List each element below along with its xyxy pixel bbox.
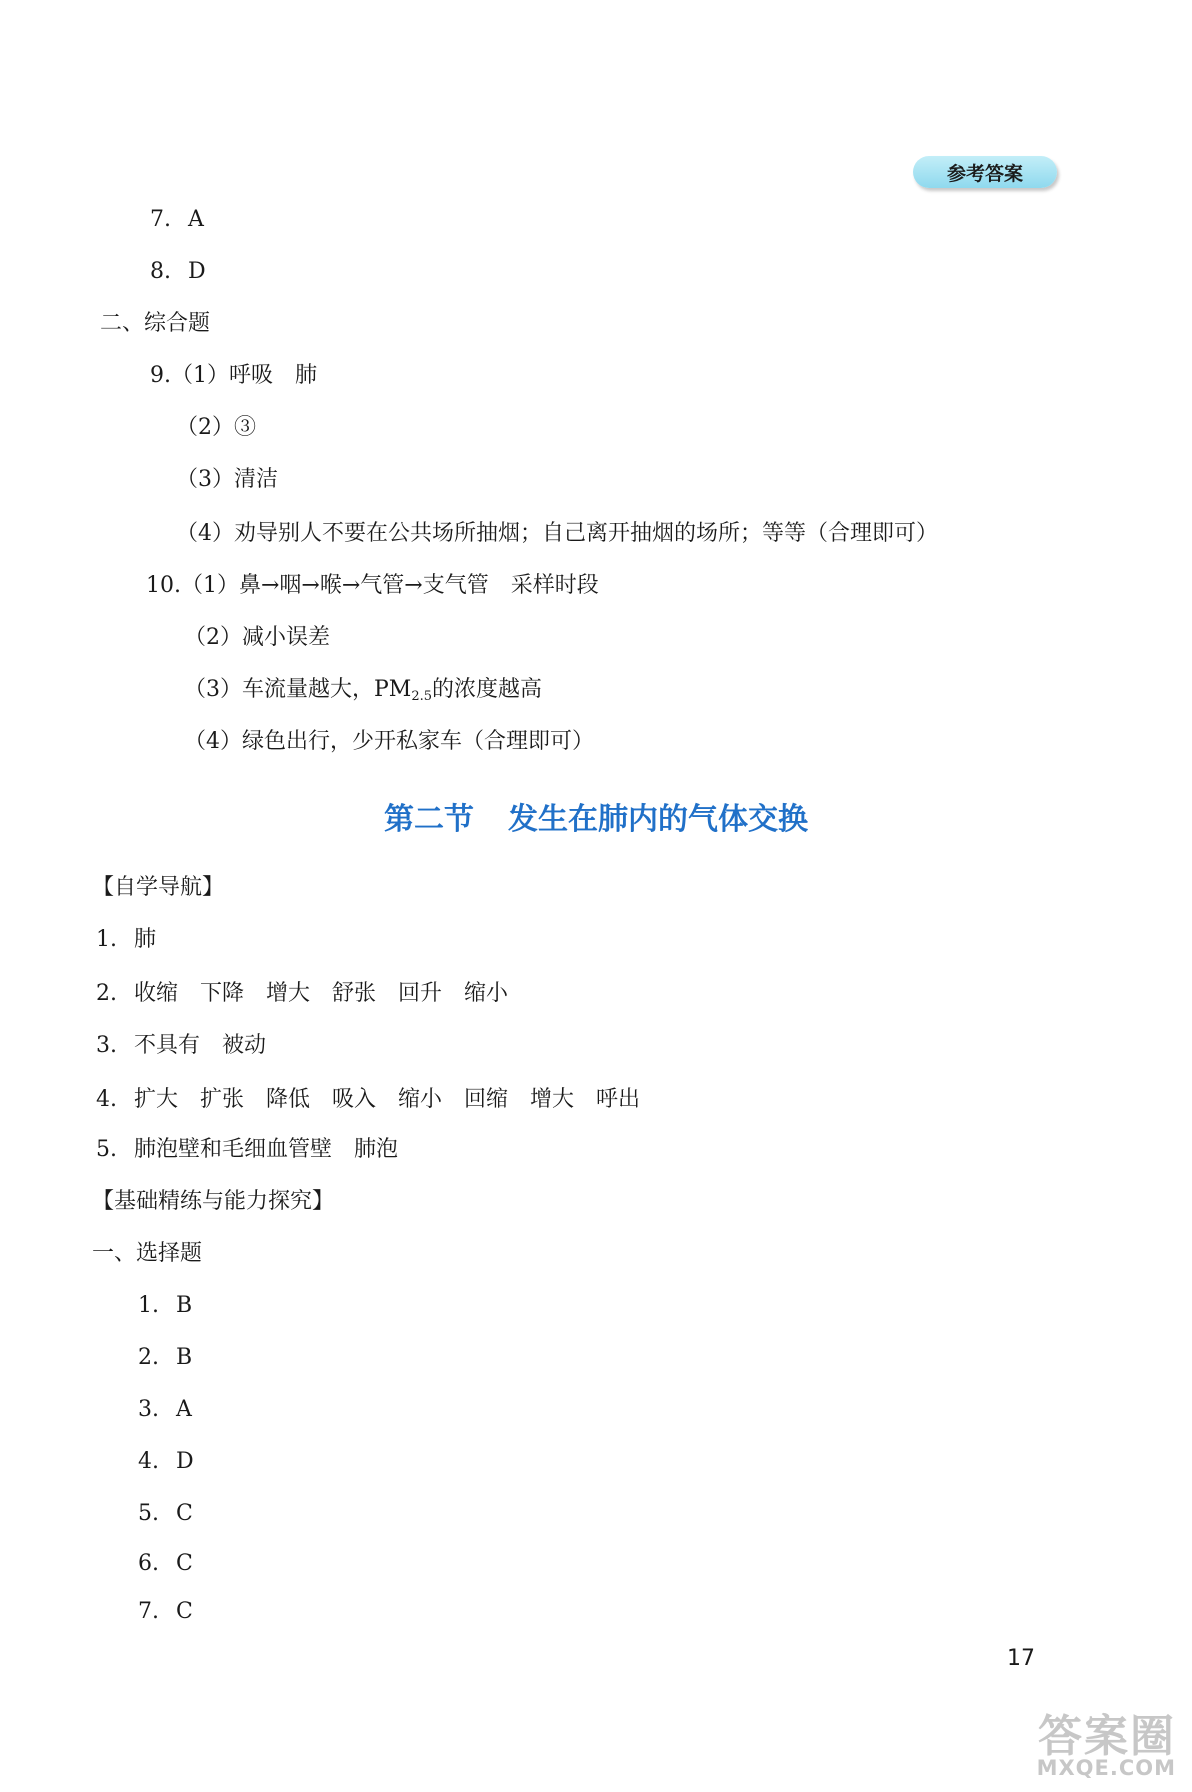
part-answer: 劝导别人不要在公共场所抽烟；自己离开抽烟的场所；等等（合理即可） bbox=[234, 521, 939, 546]
question-9-part-3 bbox=[176, 466, 278, 494]
item-text: 不具有 被动 bbox=[134, 1033, 267, 1058]
item-number: 4. bbox=[96, 1087, 117, 1112]
item-answer: D bbox=[176, 1449, 194, 1474]
part-label: （1） bbox=[181, 573, 239, 598]
section-number: 第二节 bbox=[384, 802, 474, 837]
answer-key-badge bbox=[913, 156, 1057, 188]
watermark-domain: MXQE.COM bbox=[1036, 1756, 1176, 1780]
page-number: 17 bbox=[1007, 1646, 1035, 1671]
item-answer: A bbox=[176, 1397, 192, 1422]
list-item bbox=[150, 206, 204, 234]
list-item bbox=[96, 1032, 266, 1060]
part-answer: 鼻→咽→喉→气管→支气管 采样时段 bbox=[239, 573, 599, 598]
question-9-part-2 bbox=[176, 414, 256, 442]
part-label: （1） bbox=[171, 363, 229, 388]
item-number: 8. bbox=[150, 259, 171, 284]
part-label: （2） bbox=[184, 625, 242, 650]
choice-heading: 一、选择题 bbox=[92, 1241, 203, 1266]
item-number: 5. bbox=[96, 1137, 117, 1162]
item-answer: C bbox=[176, 1501, 193, 1526]
question-10-part-1 bbox=[146, 572, 599, 600]
list-item bbox=[96, 980, 508, 1008]
item-number: 4. bbox=[138, 1449, 159, 1474]
item-answer: D bbox=[188, 259, 206, 284]
item-text: 肺 bbox=[134, 927, 157, 952]
pm-subscript: 2.5 bbox=[411, 689, 433, 704]
watermark-logo bbox=[986, 1700, 1176, 1780]
self-study-heading: 【自学导航】 bbox=[92, 875, 225, 900]
item-text: 扩大 扩张 降低 吸入 缩小 回缩 增大 呼出 bbox=[134, 1087, 641, 1112]
item-number: 1. bbox=[96, 927, 117, 952]
item-answer: C bbox=[176, 1599, 193, 1624]
section-title bbox=[0, 800, 1192, 840]
list-item bbox=[138, 1344, 192, 1372]
item-answer: B bbox=[176, 1345, 193, 1370]
item-text: 收缩 下降 增大 舒张 回升 缩小 bbox=[134, 981, 509, 1006]
list-item bbox=[138, 1396, 192, 1424]
part-answer: 减小误差 bbox=[242, 625, 331, 650]
part-answer: 呼吸 肺 bbox=[229, 363, 318, 388]
item-answer: A bbox=[188, 207, 204, 232]
list-item bbox=[138, 1292, 192, 1320]
part-answer: 清洁 bbox=[234, 467, 279, 492]
practice-heading: 【基础精练与能力探究】 bbox=[92, 1189, 335, 1214]
item-answer: B bbox=[176, 1293, 193, 1318]
item-number: 6. bbox=[138, 1551, 159, 1576]
question-9-part-1 bbox=[150, 362, 317, 390]
list-item bbox=[96, 926, 156, 954]
list-item bbox=[138, 1598, 193, 1626]
list-item bbox=[138, 1500, 193, 1528]
part-label: （3） bbox=[176, 467, 234, 492]
list-item bbox=[150, 258, 206, 286]
comprehensive-heading: 二、综合题 bbox=[100, 311, 211, 336]
part-label: （4） bbox=[176, 521, 234, 546]
list-item bbox=[96, 1136, 398, 1164]
part-answer: 绿色出行，少开私家车（合理即可） bbox=[242, 729, 595, 754]
item-number: 1. bbox=[138, 1293, 159, 1318]
part-answer: 车流量越大，PM bbox=[242, 677, 412, 702]
item-number: 5. bbox=[138, 1501, 159, 1526]
badge-label: 参考答案 bbox=[946, 162, 1023, 185]
part-answer: ③ bbox=[234, 415, 257, 440]
part-label: （4） bbox=[184, 729, 242, 754]
question-10-part-3 bbox=[184, 676, 542, 711]
item-number: 2. bbox=[138, 1345, 159, 1370]
watermark-text: 答案圈 bbox=[1038, 1711, 1176, 1762]
section-name: 发生在肺内的气体交换 bbox=[508, 802, 808, 837]
question-9-part-4 bbox=[176, 520, 938, 548]
list-item bbox=[96, 1086, 640, 1114]
part-answer-tail: 的浓度越高 bbox=[432, 677, 543, 702]
item-answer: C bbox=[176, 1551, 193, 1576]
item-text: 肺泡壁和毛细血管壁 肺泡 bbox=[134, 1137, 399, 1162]
item-number: 9. bbox=[150, 363, 171, 388]
item-number: 2. bbox=[96, 981, 117, 1006]
item-number: 7. bbox=[150, 207, 171, 232]
item-number: 7. bbox=[138, 1599, 159, 1624]
item-number: 10. bbox=[146, 573, 181, 598]
part-label: （2） bbox=[176, 415, 234, 440]
part-label: （3） bbox=[184, 677, 242, 702]
question-10-part-2 bbox=[184, 624, 330, 652]
item-number: 3. bbox=[96, 1033, 117, 1058]
list-item bbox=[138, 1550, 193, 1578]
item-number: 3. bbox=[138, 1397, 159, 1422]
list-item bbox=[138, 1448, 194, 1476]
question-10-part-4 bbox=[184, 728, 594, 756]
